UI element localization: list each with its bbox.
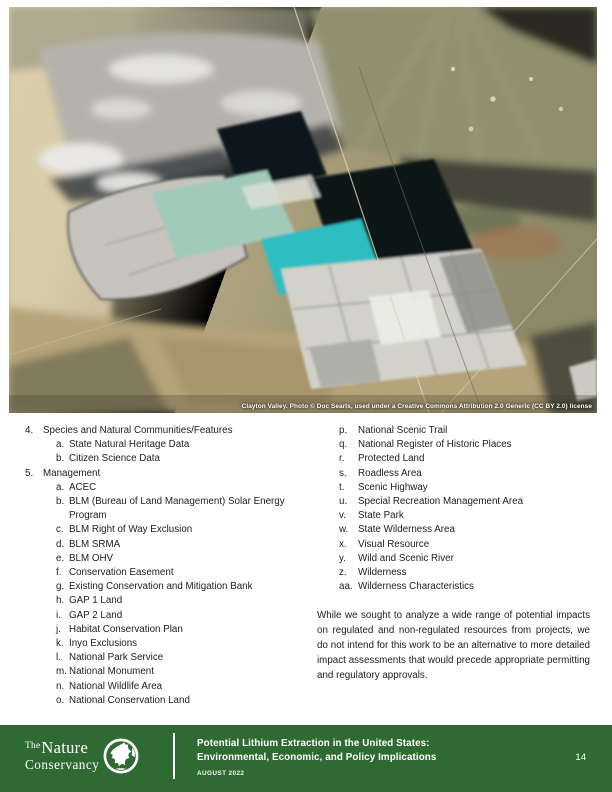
list-item	[25, 665, 307, 679]
logo-word-conservancy: Conservancy	[25, 757, 100, 773]
list-item	[25, 552, 307, 566]
list-item-label: State Park	[358, 510, 404, 522]
report-title-line1: Potential Lithium Extraction in the United States:	[197, 738, 430, 749]
report-title-line2: Environmental, Economic, and Policy Implications	[197, 751, 437, 763]
list-item-marker: k.	[56, 638, 64, 650]
list-item-marker: n.	[56, 680, 65, 692]
list-item-label: BLM Right of Way Exclusion	[69, 524, 193, 536]
list-item-label: Special Recreation Management Area	[358, 496, 524, 508]
list-item-label: Protected Land	[358, 453, 425, 465]
list-item-label: BLM OHV	[69, 552, 114, 564]
list-item	[25, 523, 307, 537]
list-item-marker: 4.	[25, 425, 34, 436]
list-item-label: Conservation Easement	[69, 567, 174, 579]
list-item-label: Existing Conservation and Mitigation Bank	[69, 581, 253, 593]
list-item-marker: 5.	[25, 467, 34, 479]
list-item-marker: b.	[56, 453, 65, 465]
list-item-label: Wilderness Characteristics	[358, 581, 474, 593]
list-item-marker: x.	[339, 538, 347, 550]
list-item	[25, 694, 307, 708]
list-item-label: ACEC	[69, 481, 97, 493]
list-item	[25, 680, 307, 694]
list-item-label: State Wilderness Area	[358, 524, 455, 536]
list-item-marker: r.	[339, 453, 345, 465]
list-item-label: Species and Natural Communities/Features	[43, 425, 233, 436]
left-column	[25, 424, 307, 708]
list-item	[25, 580, 307, 594]
list-item-marker: v.	[339, 510, 346, 522]
list-item	[317, 552, 590, 566]
list-item	[25, 637, 307, 651]
list-item-marker: p.	[339, 425, 348, 436]
list-item	[317, 424, 590, 438]
report-date: AUGUST 2022	[197, 770, 245, 777]
list-item-marker: g.	[56, 581, 65, 593]
list-item-marker: t.	[339, 481, 345, 493]
list-item-label: Citizen Science Data	[69, 453, 160, 465]
globe-leaf-icon	[103, 738, 139, 774]
list-item	[25, 481, 307, 495]
list-item	[25, 452, 307, 466]
list-item	[25, 609, 307, 623]
list-item-label: Wild and Scenic River	[358, 552, 454, 564]
list-item-label: State Natural Heritage Data	[69, 439, 190, 451]
list-item	[317, 523, 590, 537]
list-item-label: Visual Resource	[358, 538, 430, 550]
aerial-photo	[9, 7, 597, 413]
list-item-label: Management	[43, 467, 101, 479]
list-item-marker: aa.	[339, 581, 353, 593]
list-item-label: National Conservation Land	[69, 694, 190, 706]
resource-list-left	[25, 424, 307, 708]
list-item-marker: i.	[56, 609, 61, 621]
list-item-label: National Register of Historic Places	[358, 439, 512, 451]
list-item	[317, 495, 590, 509]
list-item	[317, 580, 590, 594]
body-paragraph: While we sought to analyze a wide range of potential impacts on regulated and non-regulated resources from projects, we do not intend for this work to be an alternative to more detailed impact assessments that would precede appropriate permitting and regulatory approvals.	[317, 610, 590, 682]
page-number: 14	[575, 752, 586, 763]
logo-word-the: The	[25, 741, 41, 752]
list-item-marker: o.	[56, 694, 65, 706]
list-item	[25, 467, 307, 481]
list-item	[317, 566, 590, 580]
list-item	[317, 467, 590, 481]
list-item	[25, 623, 307, 637]
list-item-label: Roadless Area	[358, 467, 422, 479]
logo-word-nature: Nature	[41, 738, 89, 758]
list-item-marker: z.	[339, 567, 347, 579]
list-item-label: GAP 1 Land	[69, 595, 123, 607]
nature-conservancy-wordmark	[25, 740, 99, 771]
list-item-marker: q.	[339, 439, 348, 451]
list-item-label: Habitat Conservation Plan	[69, 623, 183, 635]
list-item-label: BLM SRMA	[69, 538, 121, 550]
list-item-label: National Scenic Trail	[358, 425, 448, 436]
list-item-label: GAP 2 Land	[69, 609, 123, 621]
list-item-label: Inyo Exclusions	[69, 638, 138, 650]
list-item-label: National Wildlife Area	[69, 680, 163, 692]
footer-bar	[0, 725, 612, 792]
right-column	[317, 424, 590, 683]
list-item	[317, 538, 590, 552]
list-item-label: BLM (Bureau of Land Management) Solar Energy Program	[69, 496, 285, 522]
report-title-block	[197, 737, 436, 777]
list-item	[25, 495, 307, 523]
list-item	[317, 509, 590, 523]
list-item	[25, 651, 307, 665]
list-item	[25, 438, 307, 452]
list-item	[317, 452, 590, 466]
list-item-marker: f.	[56, 567, 62, 579]
list-item-marker: a.	[56, 481, 65, 493]
list-item-marker: e.	[56, 552, 65, 564]
list-item-marker: m.	[56, 666, 67, 678]
list-item	[25, 538, 307, 552]
list-item-label: Scenic Highway	[358, 481, 428, 493]
list-item-marker: s.	[339, 467, 347, 479]
list-item-marker: w.	[339, 524, 349, 536]
list-item-label: Wilderness	[358, 567, 407, 579]
list-item	[317, 438, 590, 452]
list-item-marker: j.	[56, 623, 61, 635]
aerial-photo-art	[9, 7, 597, 413]
list-item-marker: b.	[56, 496, 65, 508]
list-item	[25, 566, 307, 580]
list-item-marker: h.	[56, 595, 65, 607]
list-item-marker: d.	[56, 538, 65, 550]
list-item-marker: u.	[339, 496, 348, 508]
nature-conservancy-logo	[25, 738, 139, 774]
footer-divider	[173, 733, 175, 779]
list-item-marker: l.	[56, 652, 61, 664]
list-item	[25, 594, 307, 608]
list-item-label: National Monument	[69, 666, 154, 678]
list-item-marker: a.	[56, 439, 65, 451]
list-item-marker: y.	[339, 552, 346, 564]
list-item-label: National Park Service	[69, 652, 164, 664]
photo-caption: Clayton Valley. Photo © Doc Searls, used under a Creative Commons Attribution 2.0 Generic (CC BY 2.0) license	[241, 403, 592, 410]
list-item	[25, 424, 307, 438]
resource-list-right	[317, 424, 590, 594]
list-item-marker: c.	[56, 524, 64, 536]
list-item	[317, 481, 590, 495]
